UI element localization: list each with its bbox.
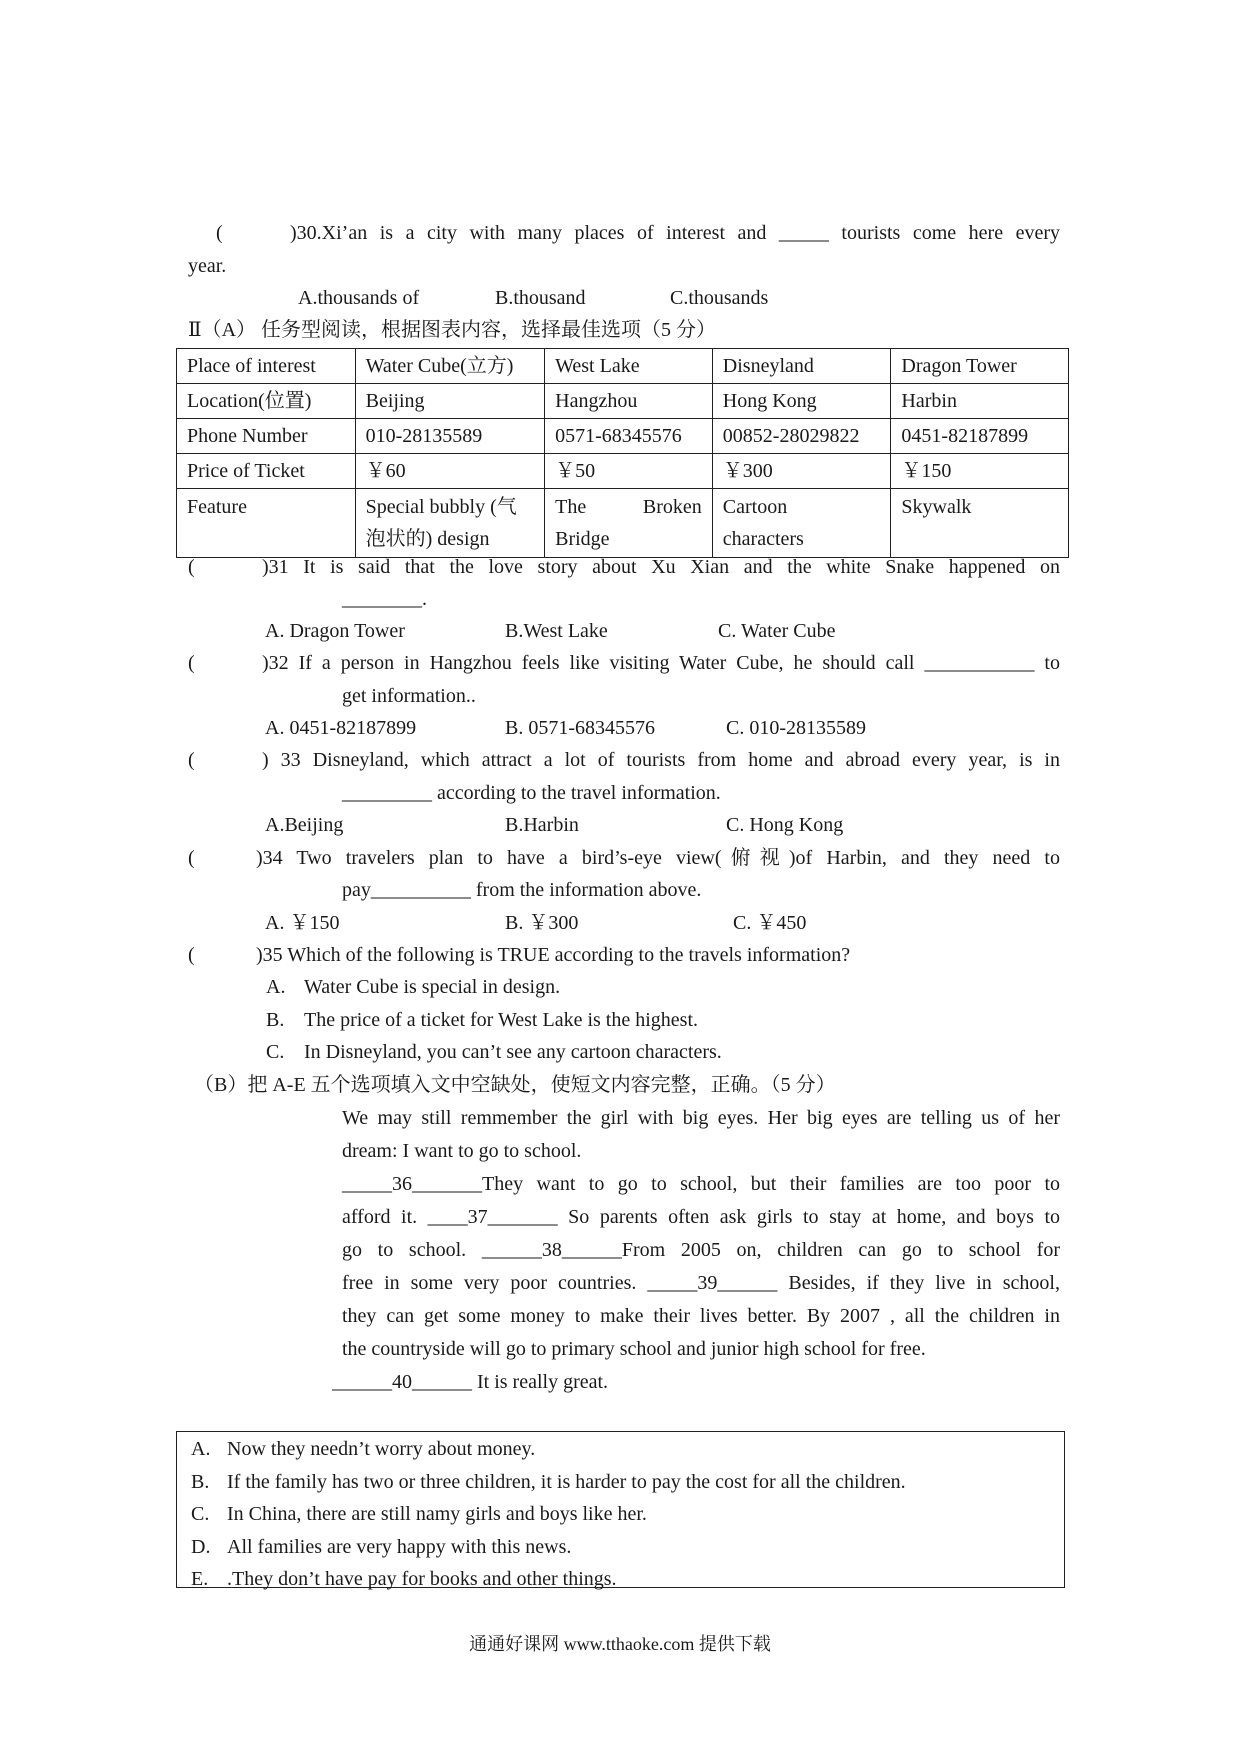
table-cell: Hangzhou <box>545 384 713 419</box>
table-row <box>177 454 1069 489</box>
passage-line: the countryside will go to primary school and junior high school for free. <box>342 1338 926 1360</box>
option-row <box>191 1535 571 1559</box>
section-b-title: （B）把 A-E 五个选项填入文中空缺处，使短文内容完整，正确。（5 分） <box>194 1074 836 1096</box>
q33-option-b: B.Harbin <box>505 814 579 836</box>
q33-option-c: C. Hong Kong <box>726 814 844 836</box>
q35-line1: )35 Which of the following is TRUE according to the travels information? <box>256 944 851 966</box>
q32-option-a: A. 0451-82187899 <box>265 717 417 739</box>
q35-option-a-letter: A. <box>266 976 286 998</box>
table-row <box>177 384 1069 419</box>
q35-option-c-text: In Disneyland, you can’t see any cartoon characters. <box>304 1041 722 1063</box>
table-cell: Beijing <box>355 384 544 419</box>
option-text: If the family has two or three children, it is harder to pay the cost for all the children. <box>227 1471 906 1493</box>
q30-text-line2: year. <box>188 255 227 277</box>
option-letter: D. <box>191 1536 211 1558</box>
answer-paren: ( <box>188 556 195 578</box>
table-cell: Water Cube(立方) <box>355 349 544 384</box>
answer-paren: ( <box>188 652 195 674</box>
passage-line: ______40______ It is really great. <box>332 1371 609 1393</box>
q34-option-c: C. ￥450 <box>733 912 807 934</box>
table-cell <box>891 489 1069 558</box>
table-cell: Place of interest <box>177 349 356 384</box>
passage-line: dream: I want to go to school. <box>342 1140 582 1162</box>
option-letter: E. <box>191 1568 209 1590</box>
table-cell: Hong Kong <box>712 384 891 419</box>
q31-option-a: A. Dragon Tower <box>265 620 405 642</box>
table-cell: Disneyland <box>712 349 891 384</box>
feature-disneyland-line1: Cartoon <box>722 496 788 518</box>
feature-west-lake-line2: Bridge <box>555 528 610 550</box>
q35-option-a-text: Water Cube is special in design. <box>304 976 561 998</box>
q35-option-b-letter: B. <box>266 1009 285 1031</box>
q30-option-c: C.thousands <box>670 287 769 309</box>
feature-water-cube-line2: 泡状的) design <box>365 528 490 550</box>
q31-option-c: C. Water Cube <box>718 620 836 642</box>
answer-paren: ( <box>188 944 195 966</box>
table-cell: West Lake <box>545 349 713 384</box>
feature-disneyland-line2: characters <box>722 528 804 550</box>
q32-option-b: B. 0571-68345576 <box>505 717 655 739</box>
table-row <box>177 349 1069 384</box>
table-cell: ￥150 <box>891 454 1069 489</box>
table-cell <box>712 489 891 558</box>
travel-info-table <box>176 348 1069 558</box>
table-cell: ￥300 <box>712 454 891 489</box>
option-text: Now they needn’t worry about money. <box>227 1438 536 1460</box>
option-letter: A. <box>191 1438 211 1460</box>
feature-west-lake-word1: The <box>555 496 587 518</box>
table-cell: 00852-28029822 <box>712 419 891 454</box>
q33-line1: ) 33 Disneyland, which attract a lot of tourists from home and abroad every year, is in <box>262 749 1060 771</box>
feature-west-lake-word2: Broken <box>642 496 702 518</box>
q32-line2: get information.. <box>342 685 476 707</box>
option-row <box>191 1567 617 1591</box>
passage-line: _____36_______They want to go to school, but their families are too poor to <box>342 1173 1060 1195</box>
q34-line2: pay__________ from the information above. <box>342 879 702 901</box>
q32-line1: )32 If a person in Hangzhou feels like visiting Water Cube, he should call ___________ to <box>262 652 1060 674</box>
q35-option-c-letter: C. <box>266 1041 285 1063</box>
table-cell: Harbin <box>891 384 1069 419</box>
option-row <box>191 1502 647 1526</box>
passage-line: free in some very poor countries. _____39______ Besides, if they live in school, <box>342 1272 1060 1294</box>
option-letter: C. <box>191 1503 210 1525</box>
options-box <box>176 1431 1065 1588</box>
table-row <box>177 489 1069 558</box>
q30-text-line1: )30.Xi’an is a city with many places of interest and _____ tourists come here every <box>290 222 1060 244</box>
passage-line: go to school. ______38______From 2005 on, children can go to school for <box>342 1239 1060 1261</box>
table-cell: 0451-82187899 <box>891 419 1069 454</box>
table-cell: Price of Ticket <box>177 454 356 489</box>
table-cell: 010-28135589 <box>355 419 544 454</box>
section-a-title: Ⅱ（A） 任务型阅读，根据图表内容，选择最佳选项（5 分） <box>188 319 717 341</box>
table-cell: 0571-68345576 <box>545 419 713 454</box>
q35-option-b-text: The price of a ticket for West Lake is the highest. <box>304 1009 698 1031</box>
option-row <box>191 1470 906 1494</box>
option-text: In China, there are still namy girls and boys like her. <box>227 1503 647 1525</box>
q34-option-b: B. ￥300 <box>505 912 579 934</box>
option-letter: B. <box>191 1471 210 1493</box>
passage-line: We may still remmember the girl with big eyes. Her big eyes are telling us of her <box>342 1107 1060 1129</box>
q33-option-a: A.Beijing <box>265 814 344 836</box>
page-footer: 通通好课网 www.tthaoke.com 提供下载 <box>469 1634 771 1654</box>
q30-option-b: B.thousand <box>495 287 586 309</box>
option-text: All families are very happy with this news. <box>227 1536 572 1558</box>
table-cell: ￥50 <box>545 454 713 489</box>
table-cell: Dragon Tower <box>891 349 1069 384</box>
passage-line: they can get some money to make their lives better. By 2007 , all the children in <box>342 1305 1060 1327</box>
option-text: .They don’t have pay for books and other things. <box>227 1568 617 1590</box>
answer-paren: ( <box>188 847 195 869</box>
passage-line: afford it. ____37_______ So parents often ask girls to stay at home, and boys to <box>342 1206 1060 1228</box>
option-row <box>191 1437 535 1461</box>
q30-option-a: A.thousands of <box>298 287 420 309</box>
q31-line1: )31 It is said that the love story about Xu Xian and the white Snake happened on <box>262 556 1060 578</box>
table-cell <box>545 489 713 558</box>
answer-paren: ( <box>216 222 223 244</box>
q33-line2: _________ according to the travel information. <box>342 782 721 804</box>
table-row <box>177 419 1069 454</box>
table-cell <box>177 489 356 558</box>
q34-option-a: A. ￥150 <box>265 912 340 934</box>
q31-option-b: B.West Lake <box>505 620 608 642</box>
q34-line1: )34 Two travelers plan to have a bird’s-eye view(俯视)of Harbin, and they need to <box>256 847 1060 869</box>
table-cell <box>355 489 544 558</box>
table-cell: ￥60 <box>355 454 544 489</box>
answer-paren: ( <box>188 749 195 771</box>
q31-line2: ________. <box>342 588 427 610</box>
table-cell: Phone Number <box>177 419 356 454</box>
feature-dragon-tower: Skywalk <box>901 496 972 518</box>
table-cell: Location(位置) <box>177 384 356 419</box>
feature-water-cube-line1: Special bubbly (气 <box>365 496 517 518</box>
q32-option-c: C. 010-28135589 <box>726 717 866 739</box>
feature-label: Feature <box>187 496 247 518</box>
